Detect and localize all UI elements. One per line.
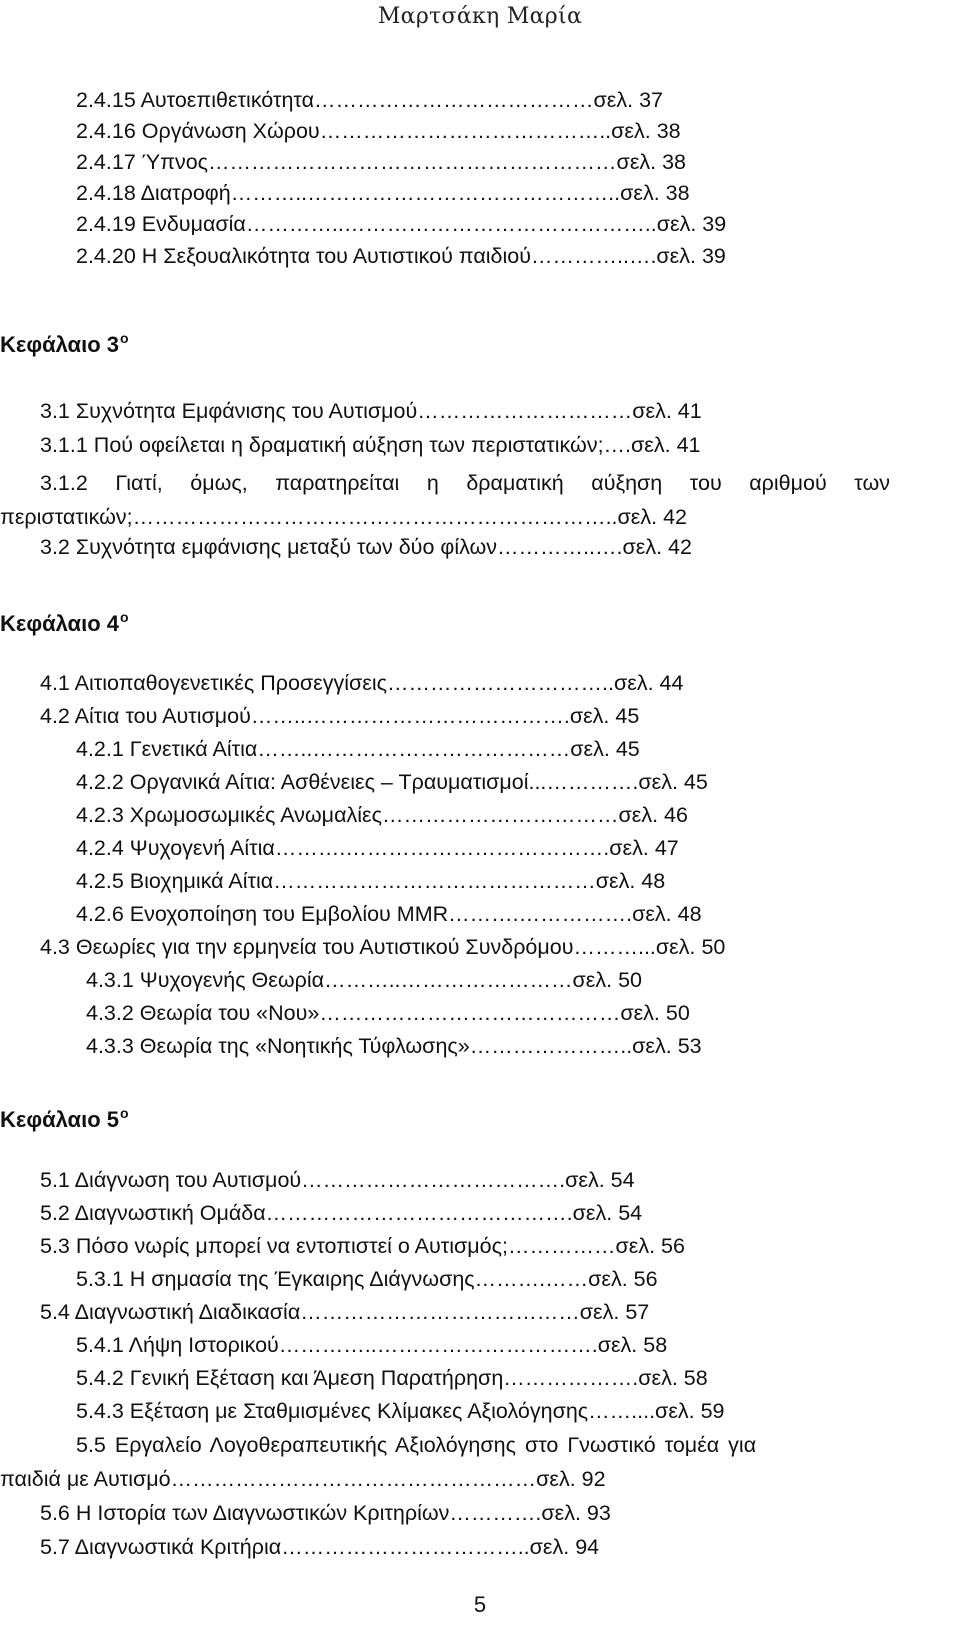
toc-entry: 5.4.2 Γενική Εξέταση και Άμεση Παρατήρηση……………….σελ. 58 xyxy=(76,1366,708,1390)
chapter-label: Κεφάλαιο 3 xyxy=(0,332,119,357)
toc-entry: 3.1.1 Πού οφείλεται η δραματική αύξηση των περιστατικών;….σελ. 41 xyxy=(40,433,701,457)
toc-entry: 5.4.3 Εξέταση με Σταθμισμένες Κλίμακες Αξιολόγησης……....σελ. 59 xyxy=(76,1399,725,1423)
toc-entry: 2.4.17 Ύπνος…………………………………………………σελ. 38 xyxy=(76,150,687,174)
toc-entry: 2.4.18 Διατροφή………..……………………………………..σελ. 38 xyxy=(76,181,690,205)
toc-entry: 4.2.3 Χρωμοσωμικές Ανωμαλίες……………………………σελ. 46 xyxy=(76,803,688,827)
toc-entry: 2.4.15 Αυτοεπιθετικότητα…………………………………σελ. 37 xyxy=(76,88,663,112)
toc-entry: 4.2.4 Ψυχογενή Αίτια……….……………………………….σελ. 47 xyxy=(76,836,679,860)
toc-entry: 4.2.1 Γενετικά Αίτια……..………………………………σελ. 45 xyxy=(76,737,640,761)
toc-entry: 4.3.2 Θεωρία του «Νου»……………………………………σελ. 50 xyxy=(86,1001,690,1025)
toc-entry: 5.4 Διαγνωστική Διαδικασία…………………………………σελ. 57 xyxy=(40,1300,650,1324)
toc-entry: 5.6 Η Ιστορία των Διαγνωστικών Κριτηρίων………….σελ. 93 xyxy=(40,1501,611,1525)
chapter-heading-4 xyxy=(0,604,129,637)
toc-entry: 5.1 Διάγνωση του Αυτισμού……………………………….σελ. 54 xyxy=(40,1168,635,1192)
toc-entry: 2.4.16 Οργάνωση Χώρου…………………………………..σελ. 38 xyxy=(76,119,681,143)
toc-entry: 4.3.3 Θεωρία της «Νοητικής Τύφλωσης»…………………..σελ. 53 xyxy=(86,1034,702,1058)
toc-entry: 4.3 Θεωρίες για την ερμηνεία του Αυτιστικού Συνδρόμου………...σελ. 50 xyxy=(40,935,726,959)
toc-entry: 5.5 Εργαλείο Λογοθεραπευτικής Αξιολόγησης στο Γνωστικό τομέα για xyxy=(76,1433,757,1457)
ordinal-suffix: ο xyxy=(119,1105,129,1121)
chapter-label: Κεφάλαιο 4 xyxy=(0,611,119,636)
toc-entry: 4.1 Αιτιοπαθογενετικές Προσεγγίσεις…………………………..σελ. 44 xyxy=(40,671,684,695)
toc-entry: 4.3.1 Ψυχογενής Θεωρία………..……………………σελ. 50 xyxy=(86,968,642,992)
page-header-author: Μαρτσάκη Μαρία xyxy=(377,4,583,29)
toc-entry: 5.3.1 Η σημασία της Έγκαιρης Διάγνωσης……….……σελ. 56 xyxy=(76,1267,658,1291)
ordinal-suffix: ο xyxy=(119,609,129,625)
toc-entry: 5.3 Πόσο νωρίς μπορεί να εντοπιστεί ο Αυτισμός;……………σελ. 56 xyxy=(40,1234,685,1258)
ordinal-suffix: ο xyxy=(119,330,129,346)
toc-entry: 4.2 Αίτια του Αυτισμού……..……………………………….σελ. 45 xyxy=(40,704,640,728)
toc-entry: 4.2.5 Βιοχημικά Αίτια………………………………………σελ. 48 xyxy=(76,869,666,893)
toc-entry: 3.2 Συχνότητα εμφάνισης μεταξύ των δύο φίλων…………..….σελ. 42 xyxy=(40,535,692,559)
toc-entry: 5.7 Διαγνωστικά Κριτήρια……………………………..σελ. 94 xyxy=(40,1535,600,1559)
chapter-heading-5 xyxy=(0,1100,129,1133)
toc-entry: 5.4.1 Λήψη Ιστορικού…………..………………………….σελ. 58 xyxy=(76,1333,668,1357)
toc-entry: παιδιά με Αυτισμό……………………………………………σελ. 92 xyxy=(0,1467,606,1491)
toc-entry: 4.2.2 Οργανικά Αίτια: Ασθένειες – Τραυματισμοί...………….σελ. 45 xyxy=(76,770,708,794)
page-number: 5 xyxy=(473,1592,487,1617)
toc-entry: 4.2.6 Ενοχοποίηση του Εμβολίου MMR……….…………….σελ. 48 xyxy=(76,902,702,926)
toc-entry: 2.4.20 Η Σεξουαλικότητα του Αυτιστικού παιδιού…………..….σελ. 39 xyxy=(76,244,726,268)
toc-entry: 2.4.19 Ενδυμασία…………..……………………………………..σελ. 39 xyxy=(76,212,727,236)
toc-entry-wrapped: 3.1.2 Γιατί, όμως, παρατηρείται η δραματική αύξηση του αριθμού των περιστατικών;…………………………………………………………..σελ. 42 xyxy=(0,471,890,529)
chapter-label: Κεφάλαιο 5 xyxy=(0,1107,119,1132)
toc-entry: 5.2 Διαγνωστική Ομάδα…………………………………….σελ. 54 xyxy=(40,1201,643,1225)
toc-entry: 3.1 Συχνότητα Εμφάνισης του Αυτισμού…………………………σελ. 41 xyxy=(40,399,702,423)
chapter-heading-3 xyxy=(0,325,129,358)
